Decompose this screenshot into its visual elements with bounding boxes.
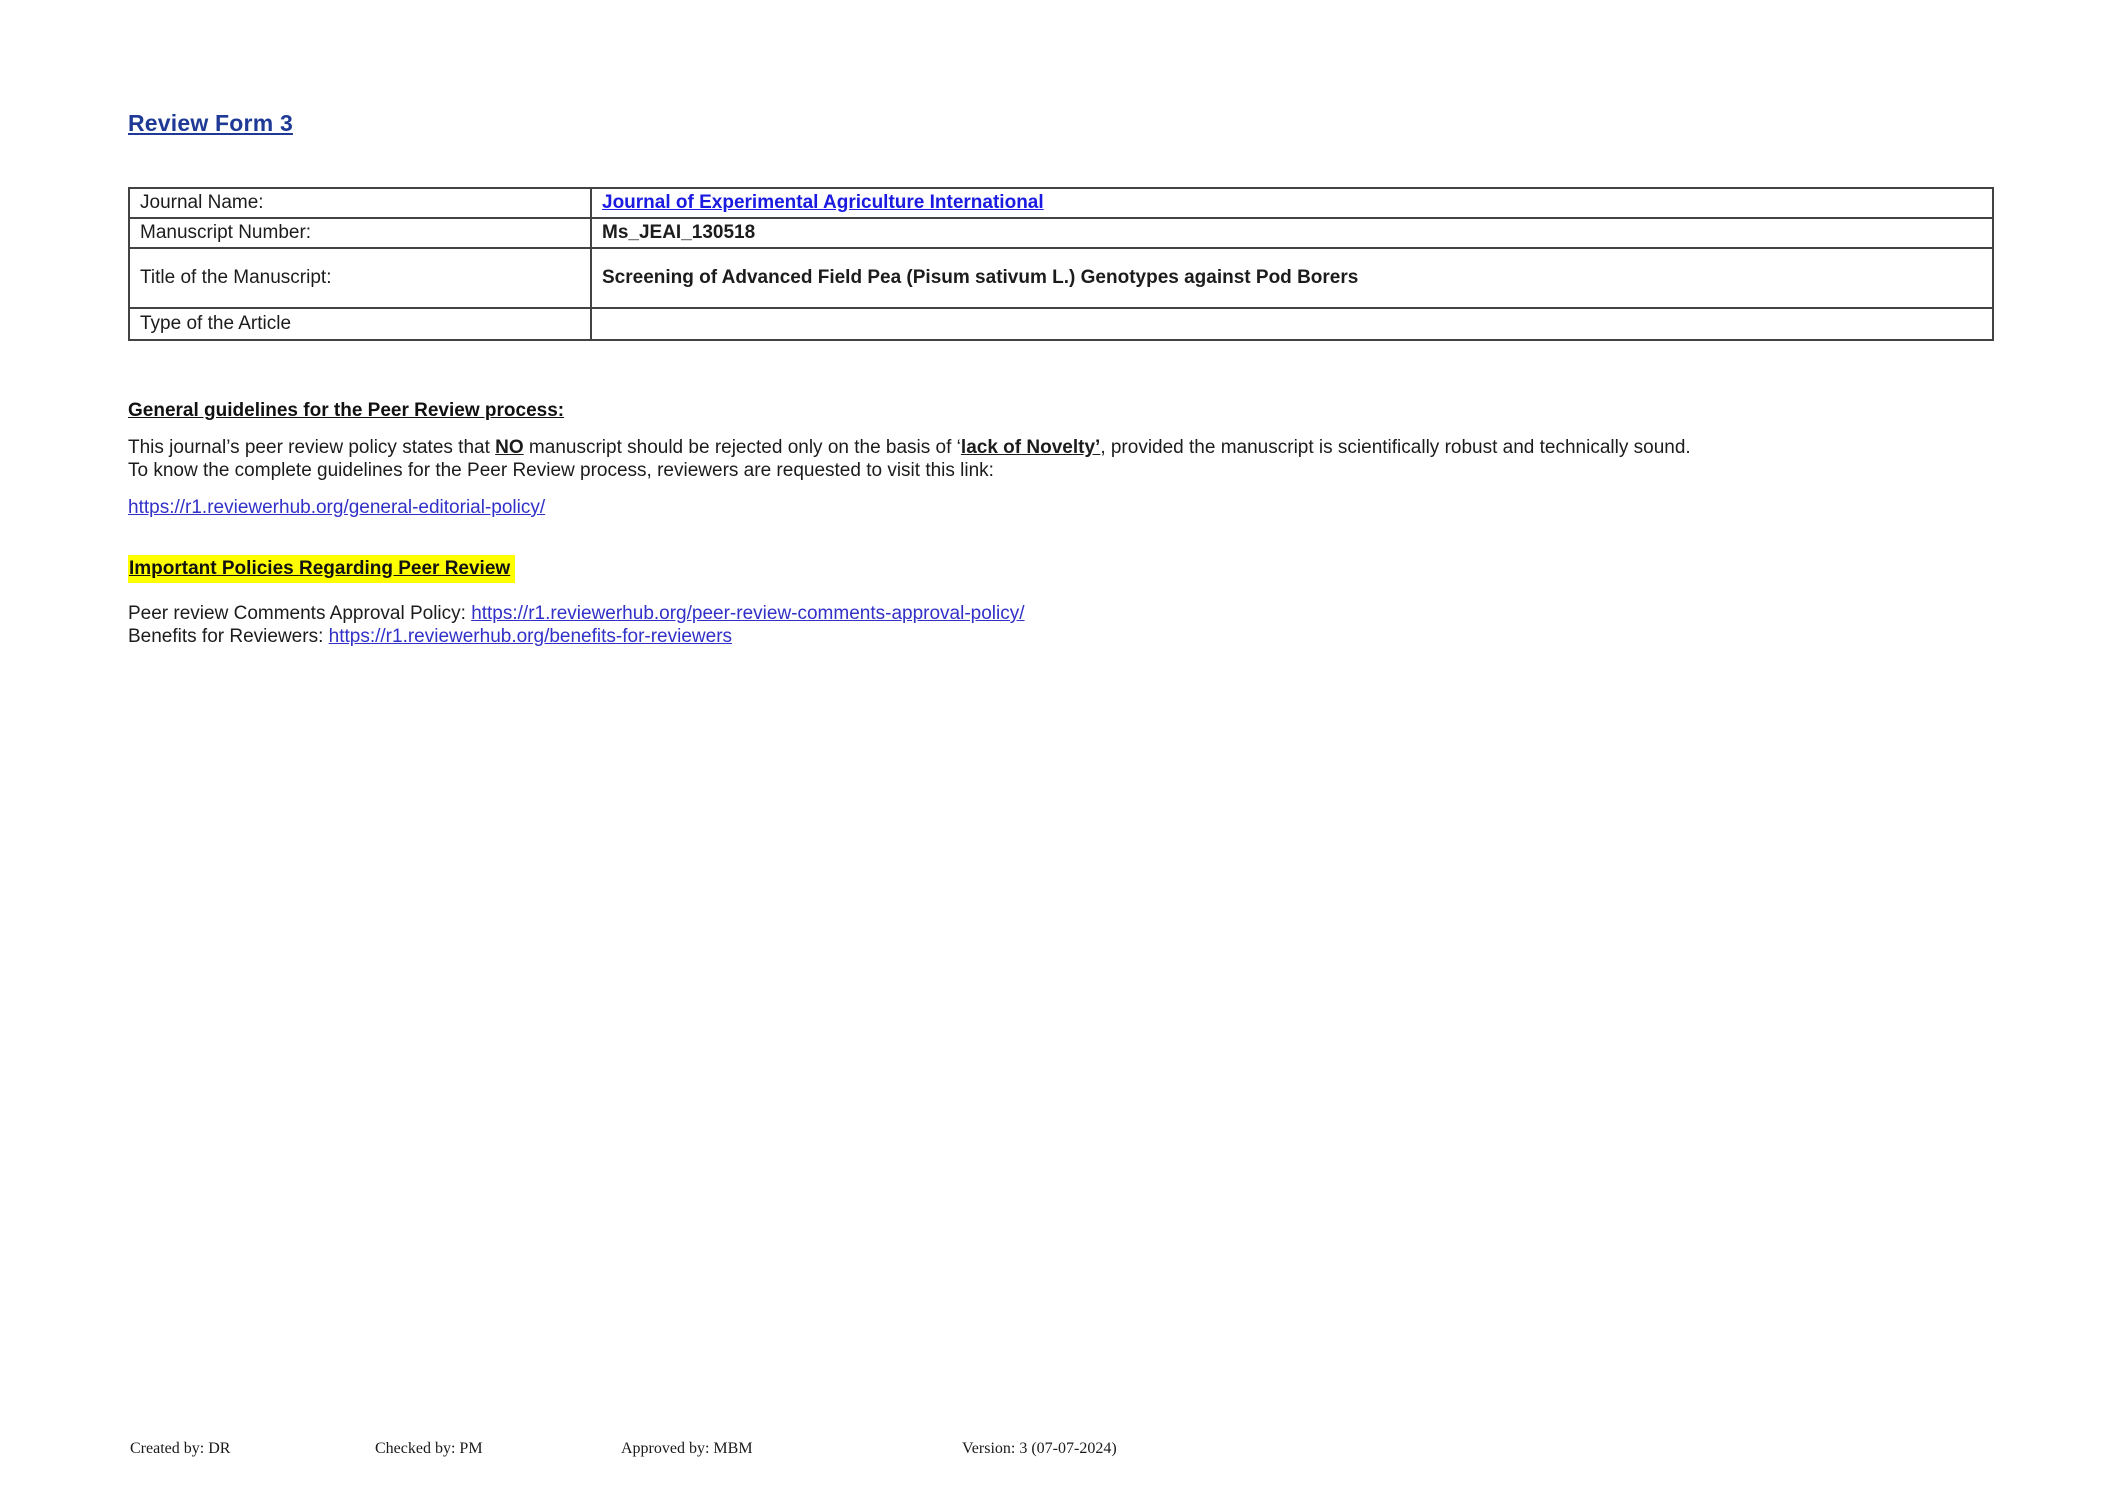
page-title: Review Form 3 (128, 110, 293, 136)
policy-text-prefix: This journal’s peer review policy states that (128, 437, 496, 458)
journal-name-label: Journal Name: (129, 188, 591, 218)
journal-name-value-cell (591, 188, 1993, 218)
table-row-manuscript-title (129, 248, 1993, 308)
policy-novelty-emphasis: lack of Novelty’ (960, 437, 1101, 458)
manuscript-number-label: Manuscript Number: (129, 218, 591, 248)
approval-policy-line (128, 602, 1025, 625)
policy-statement-line (128, 436, 1691, 459)
table-row-manuscript-number (129, 218, 1993, 248)
guidelines-paragraph (128, 436, 1691, 482)
important-policies-heading: Important Policies Regarding Peer Review (128, 555, 515, 583)
benefits-link[interactable]: https://r1.reviewerhub.org/benefits-for-reviewers (328, 626, 733, 647)
article-type-value-cell (591, 308, 1993, 340)
manuscript-title-label: Title of the Manuscript: (129, 248, 591, 308)
editorial-policy-link-line (128, 496, 545, 519)
benefits-label: Benefits for Reviewers: (128, 626, 329, 647)
general-editorial-policy-link[interactable]: https://r1.reviewerhub.org/general-editorial-policy/ (128, 497, 546, 518)
benefits-line (128, 625, 1025, 648)
footer-created-by: Created by: DR (130, 1440, 231, 1457)
table-row-article-type (129, 308, 1993, 340)
approval-policy-label: Peer review Comments Approval Policy: (128, 603, 472, 624)
visit-link-line: To know the complete guidelines for the Peer Review process, reviewers are requested to visit this link: (128, 460, 994, 481)
manuscript-number-value: Ms_JEAI_130518 (591, 218, 1993, 248)
footer-version: Version: 3 (07-07-2024) (962, 1440, 1117, 1457)
policy-text-suffix: , provided the manuscript is scientifically robust and technically sound. (1100, 437, 1691, 458)
manuscript-title-value: Screening of Advanced Field Pea (Pisum sativum L.) Genotypes against Pod Borers (591, 248, 1993, 308)
policy-text-mid: manuscript should be rejected only on the basis of ‘ (523, 437, 961, 458)
footer-checked-by: Checked by: PM (375, 1440, 483, 1457)
article-type-label: Type of the Article (129, 308, 591, 340)
important-policies-links (128, 602, 1025, 648)
policy-no-emphasis: NO (495, 437, 524, 458)
general-guidelines-heading: General guidelines for the Peer Review process: (128, 400, 565, 421)
journal-name-link[interactable]: Journal of Experimental Agriculture International (602, 192, 1044, 213)
table-row-journal-name (129, 188, 1993, 218)
footer-approved-by: Approved by: MBM (621, 1440, 753, 1457)
manuscript-info-table (128, 187, 1994, 341)
approval-policy-link[interactable]: https://r1.reviewerhub.org/peer-review-comments-approval-policy/ (471, 603, 1025, 624)
